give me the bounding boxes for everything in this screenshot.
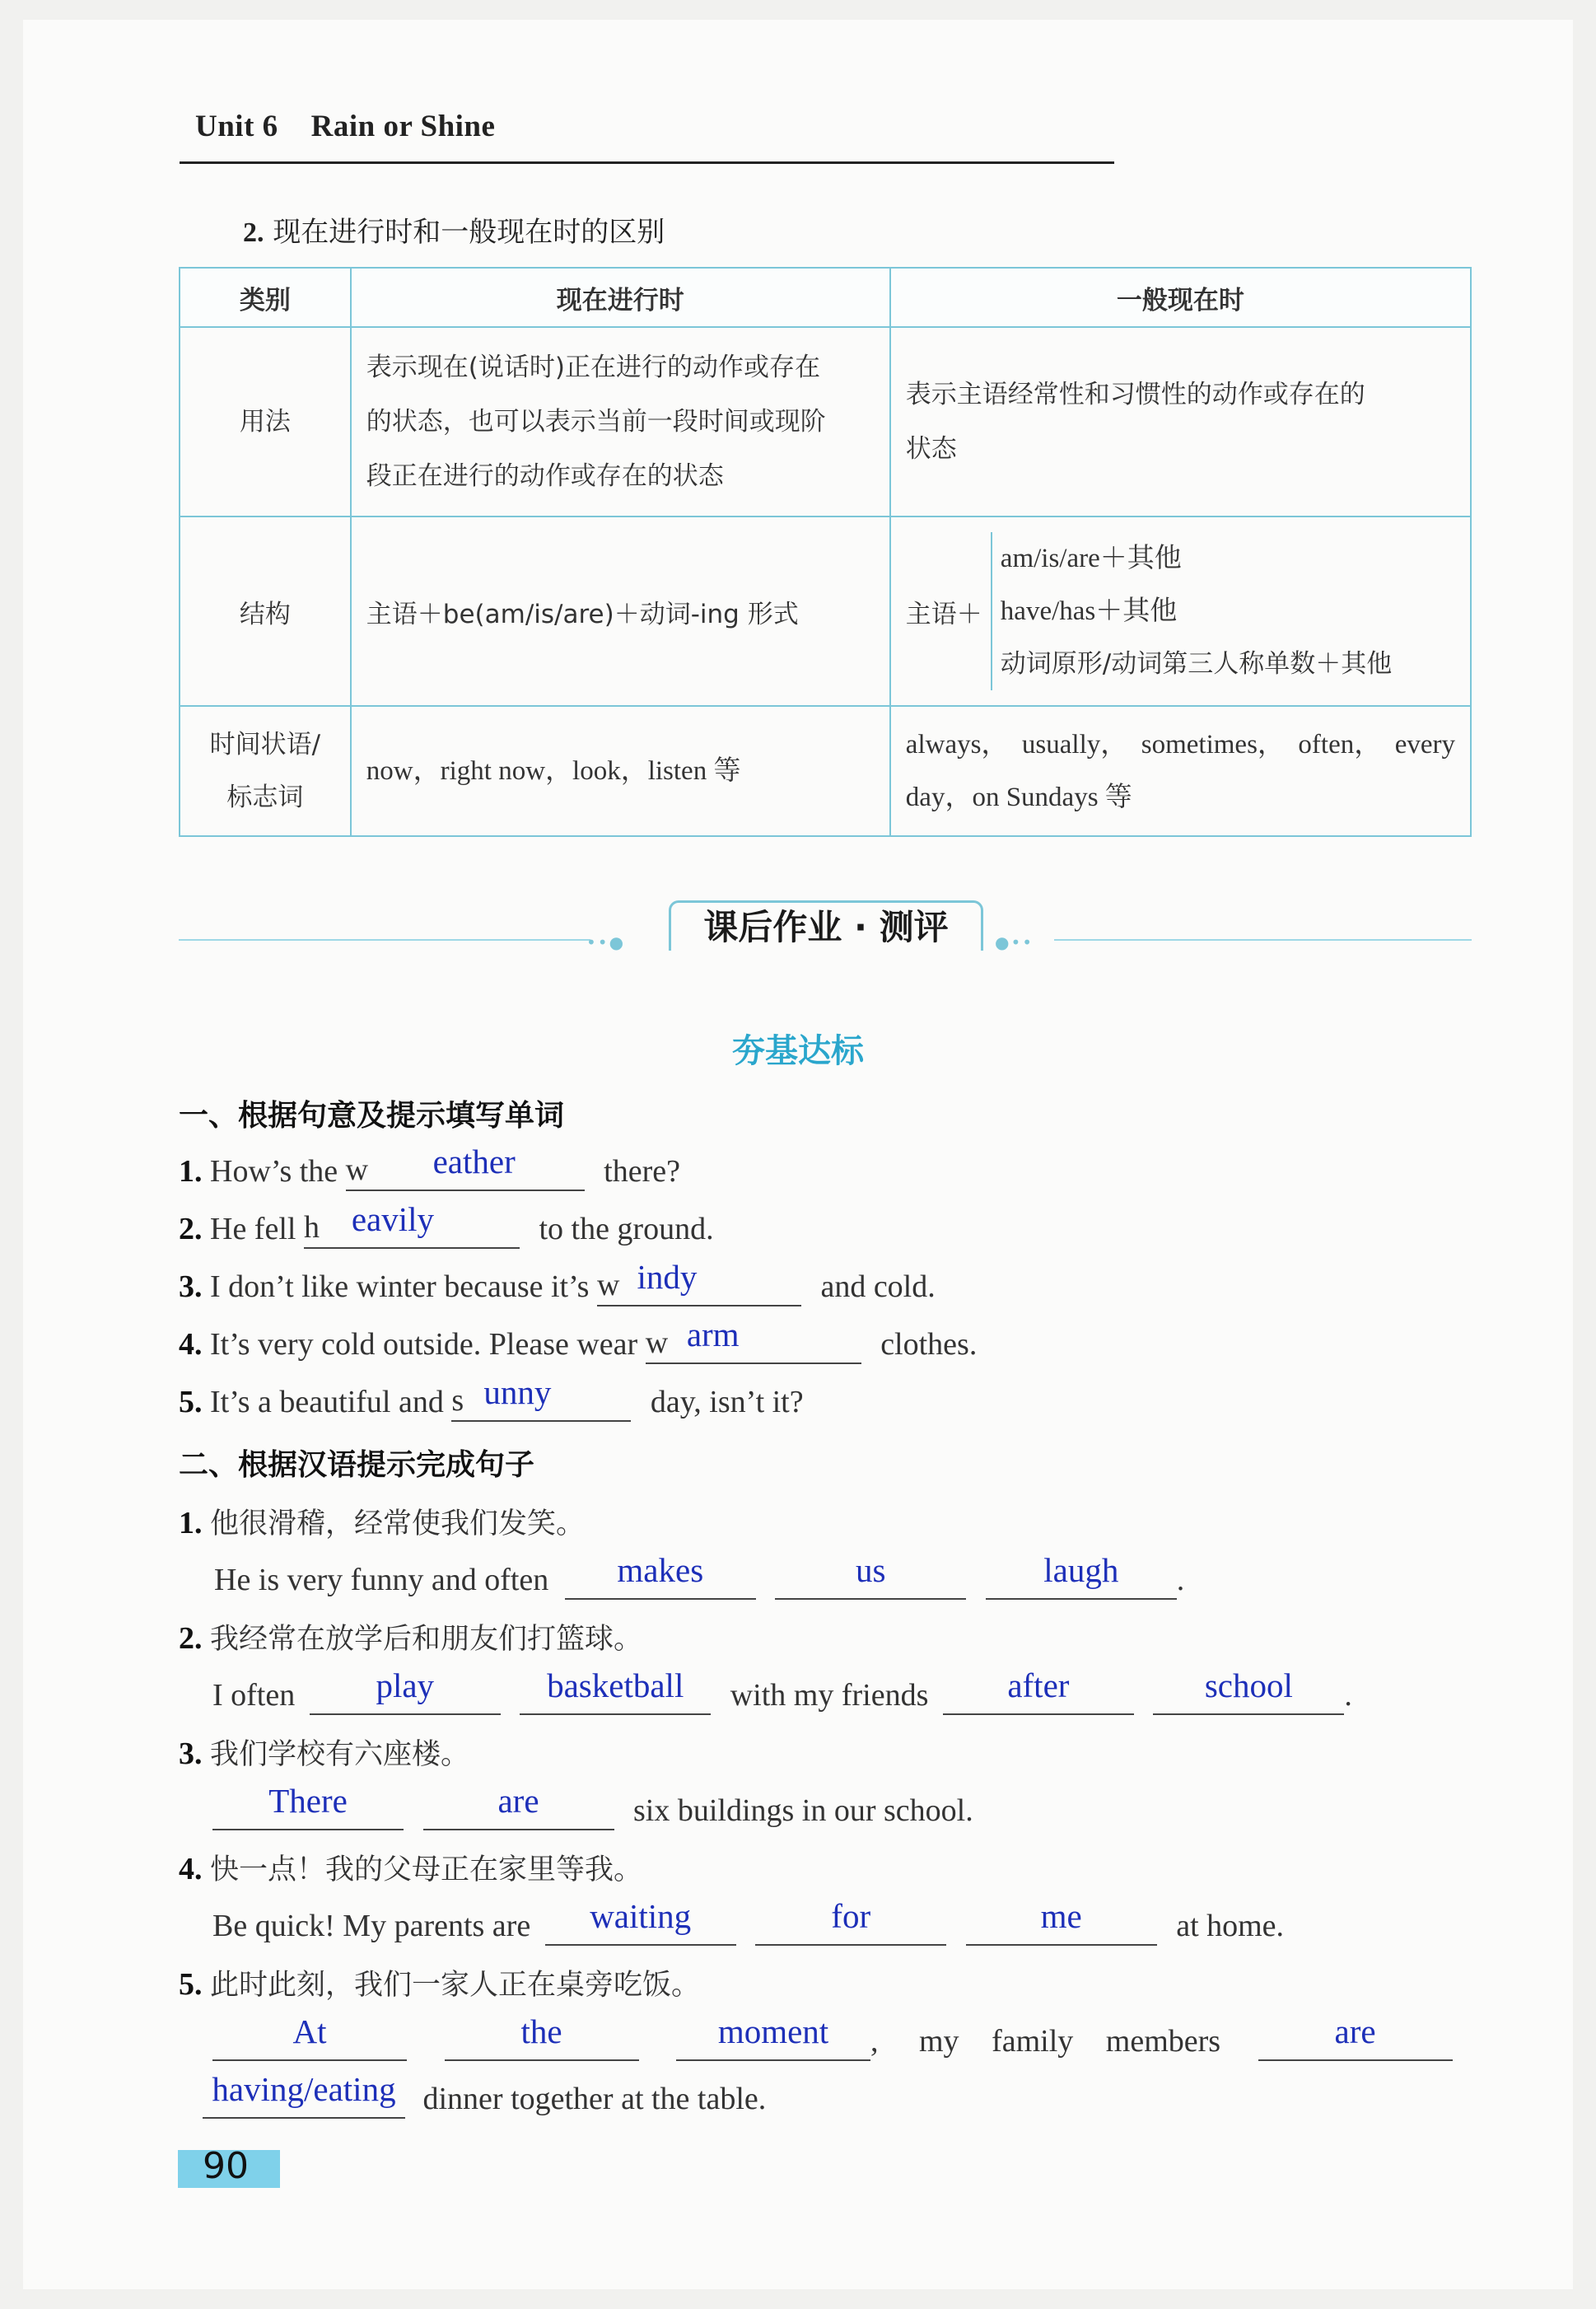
chinese-prompt: 我们学校有六座楼。 — [210, 1738, 470, 1771]
structure-options — [991, 532, 1392, 690]
answer-blank[interactable] — [212, 2012, 407, 2061]
table-row-structure — [180, 516, 1471, 706]
unit-title: Rain or Shine — [310, 110, 496, 143]
signal-label-line: 标志词 — [226, 783, 304, 812]
chinese-prompt: 快一点！我的父母正在家里等我。 — [210, 1853, 643, 1886]
structure-simple-prefix: 主语＋ — [905, 599, 982, 629]
structure-option: 动词原形/动词第三人称单数＋其他 — [1000, 649, 1393, 679]
table-row-signal-words — [180, 706, 1471, 836]
item-number: 4. — [179, 1852, 203, 1886]
part1-item — [179, 1258, 936, 1306]
answer-blank[interactable] — [520, 1666, 711, 1715]
part2-q1-prompt — [179, 1501, 585, 1542]
part2-q2-prompt — [179, 1616, 642, 1657]
header-rule — [180, 161, 1114, 164]
answer-blank[interactable] — [545, 1897, 736, 1946]
signal-label-line: 时间状语/ — [209, 730, 321, 760]
item-text: How’s the — [210, 1154, 338, 1189]
part2-q5-answer-line — [212, 2012, 1453, 2061]
part2-q2-answer-line — [212, 1666, 1352, 1715]
part1-item — [179, 1143, 680, 1191]
answer-text: for — [831, 1897, 871, 1935]
answer-blank[interactable] — [943, 1666, 1134, 1715]
answer-text: us — [856, 1551, 886, 1589]
chinese-prompt: 此时此刻，我们一家人正在桌旁吃饭。 — [210, 1969, 701, 2002]
answer-blank[interactable] — [451, 1373, 631, 1422]
part2-q4-prompt — [179, 1847, 642, 1888]
usage-prog-line: 表示现在(说话时)正在进行的动作或存在 — [366, 353, 820, 382]
punctuation: , — [870, 2024, 879, 2059]
answer-blank[interactable] — [755, 1897, 946, 1946]
answer-text: At — [292, 2012, 327, 2050]
part2-title: 二、根据汉语提示完成句子 — [179, 1448, 535, 1482]
table-header-row — [180, 268, 1471, 327]
signal-simple — [890, 706, 1471, 836]
answer-text: school — [1204, 1666, 1293, 1704]
item-text: my — [919, 2024, 959, 2059]
usage-progressive — [351, 327, 890, 516]
item-text: I don’t like winter because it’s — [210, 1269, 590, 1304]
section-title — [243, 209, 665, 250]
homework-title: 课后作业 · 测评 — [669, 900, 983, 951]
item-text: I often — [212, 1678, 296, 1713]
signal-simple-line: day，on Sundays 等 — [905, 783, 1132, 812]
item-number: 5. — [179, 1385, 203, 1419]
signal-simple-line: always， usually， sometimes， often， every — [905, 730, 1455, 760]
part1-item — [179, 1373, 804, 1422]
answer-text: makes — [617, 1551, 704, 1589]
item-text: day, isn’t it? — [650, 1385, 804, 1419]
answer-text: arm — [686, 1316, 740, 1353]
answer-blank[interactable] — [423, 1782, 614, 1830]
answer-text: basketball — [547, 1666, 684, 1704]
structure-label: 结构 — [180, 516, 351, 706]
answer-text: waiting — [590, 1897, 692, 1935]
item-text: He is very funny and often — [214, 1563, 549, 1597]
answer-blank[interactable] — [445, 2012, 639, 2061]
answer-blank[interactable] — [986, 1551, 1177, 1600]
structure-option: am/is/are＋其他 — [1000, 544, 1182, 573]
answer-blank[interactable] — [203, 2070, 405, 2119]
item-number: 1. — [179, 1506, 203, 1540]
divider-right — [1054, 939, 1472, 941]
hint-letter: s — [451, 1383, 464, 1418]
answer-blank[interactable] — [1153, 1666, 1344, 1715]
divider-dots-right: ●•• — [995, 932, 1034, 952]
part2-q5-prompt — [179, 1962, 700, 2003]
structure-progressive: 主语＋be(am/is/are)＋动词-ing 形式 — [351, 516, 890, 706]
answer-text: moment — [717, 2012, 829, 2050]
answer-blank[interactable] — [310, 1666, 501, 1715]
item-text: members — [1105, 2024, 1221, 2059]
tense-comparison-table — [179, 267, 1472, 837]
part2-q3-answer-line — [212, 1782, 973, 1830]
hint-letter: h — [303, 1210, 320, 1245]
part1-title: 一、根据句意及提示填写单词 — [179, 1099, 565, 1133]
chinese-prompt: 他很滑稽，经常使我们发笑。 — [210, 1507, 586, 1540]
signal-progressive: now，right now，look，listen 等 — [351, 706, 890, 836]
usage-simple — [890, 327, 1471, 516]
section-title-text: 现在进行时和一般现在时的区别 — [273, 216, 665, 249]
item-number: 3. — [179, 1269, 203, 1304]
page-number: 90 — [203, 2145, 249, 2187]
item-number: 1. — [179, 1154, 203, 1189]
item-text: He fell — [210, 1212, 296, 1246]
structure-simple — [890, 516, 1471, 706]
punctuation: . — [1344, 1678, 1352, 1713]
answer-text: unny — [483, 1373, 552, 1411]
usage-simple-line: 状态 — [905, 434, 957, 464]
unit-label: Unit 6 — [195, 110, 278, 143]
item-text: clothes. — [880, 1327, 978, 1362]
answer-text: indy — [637, 1258, 698, 1296]
item-number: 4. — [179, 1327, 203, 1362]
item-text: dinner together at the table. — [422, 2082, 767, 2116]
answer-text: me — [1040, 1897, 1082, 1935]
item-text: to the ground. — [539, 1212, 714, 1246]
answer-blank[interactable] — [966, 1897, 1157, 1946]
item-text: at home. — [1176, 1909, 1285, 1943]
item-text: six buildings in our school. — [633, 1793, 973, 1828]
answer-blank[interactable] — [345, 1143, 585, 1191]
usage-label: 用法 — [180, 327, 351, 516]
part1-item — [179, 1316, 978, 1364]
item-text: It’s a beautiful and — [210, 1385, 444, 1419]
chinese-prompt: 我经常在放学后和朋友们打篮球。 — [210, 1623, 643, 1656]
answer-blank[interactable] — [212, 1782, 404, 1830]
item-number: 5. — [179, 1967, 203, 2002]
hint-letter: w — [345, 1152, 369, 1187]
section-number: 2. — [243, 217, 264, 248]
answer-text: There — [268, 1782, 348, 1820]
item-text: there? — [604, 1154, 680, 1189]
answer-blank[interactable] — [645, 1316, 861, 1364]
answer-blank[interactable] — [775, 1551, 966, 1600]
punctuation: . — [1176, 1563, 1185, 1597]
hint-letter: w — [645, 1325, 669, 1360]
unit-header — [195, 109, 495, 144]
answer-blank[interactable] — [676, 2012, 870, 2061]
subhead: 夯基达标 — [732, 1032, 864, 1070]
answer-text: are — [497, 1782, 539, 1820]
part2-q5-answer-line-2 — [203, 2070, 767, 2119]
page-number-tab — [178, 2145, 280, 2188]
item-text: It’s very cold outside. Please wear — [210, 1327, 638, 1362]
usage-prog-line: 的状态，也可以表示当前一段时间或现阶 — [366, 407, 826, 437]
divider-left — [179, 939, 590, 941]
hint-letter: w — [596, 1268, 620, 1302]
answer-text: having/eating — [212, 2070, 396, 2108]
structure-option: have/has＋其他 — [1000, 596, 1178, 626]
signal-label — [180, 706, 351, 836]
part2-q1-answer-line — [214, 1551, 1185, 1600]
header-category: 类别 — [180, 268, 351, 327]
answer-text: are — [1334, 2012, 1376, 2050]
answer-text: the — [520, 2012, 562, 2050]
answer-blank[interactable] — [1258, 2012, 1453, 2061]
usage-simple-line: 表示主语经常性和习惯性的动作或存在的 — [905, 380, 1365, 409]
answer-text: eavily — [351, 1200, 435, 1238]
table-row-usage — [180, 327, 1471, 516]
header-simple: 一般现在时 — [890, 268, 1471, 327]
divider-dots-left: ••● — [586, 932, 626, 952]
answer-blank[interactable] — [303, 1200, 520, 1249]
item-number: 2. — [179, 1212, 203, 1246]
answer-blank[interactable] — [596, 1258, 801, 1306]
item-text: Be quick! My parents are — [212, 1909, 531, 1943]
answer-text: eather — [432, 1143, 516, 1180]
part2-q3-prompt — [179, 1732, 469, 1773]
usage-prog-line: 段正在进行的动作或存在的状态 — [366, 461, 724, 491]
answer-text: laugh — [1043, 1551, 1119, 1589]
part1-item — [179, 1200, 714, 1249]
item-number: 2. — [179, 1621, 203, 1656]
item-text: and cold. — [820, 1269, 936, 1304]
answer-text: after — [1007, 1666, 1070, 1704]
item-text: with my friends — [730, 1678, 929, 1713]
item-text: family — [992, 2024, 1074, 2059]
item-number: 3. — [179, 1736, 203, 1771]
header-progressive: 现在进行时 — [351, 268, 890, 327]
part2-q4-answer-line — [212, 1897, 1285, 1946]
answer-blank[interactable] — [565, 1551, 756, 1600]
answer-text: play — [376, 1666, 435, 1704]
